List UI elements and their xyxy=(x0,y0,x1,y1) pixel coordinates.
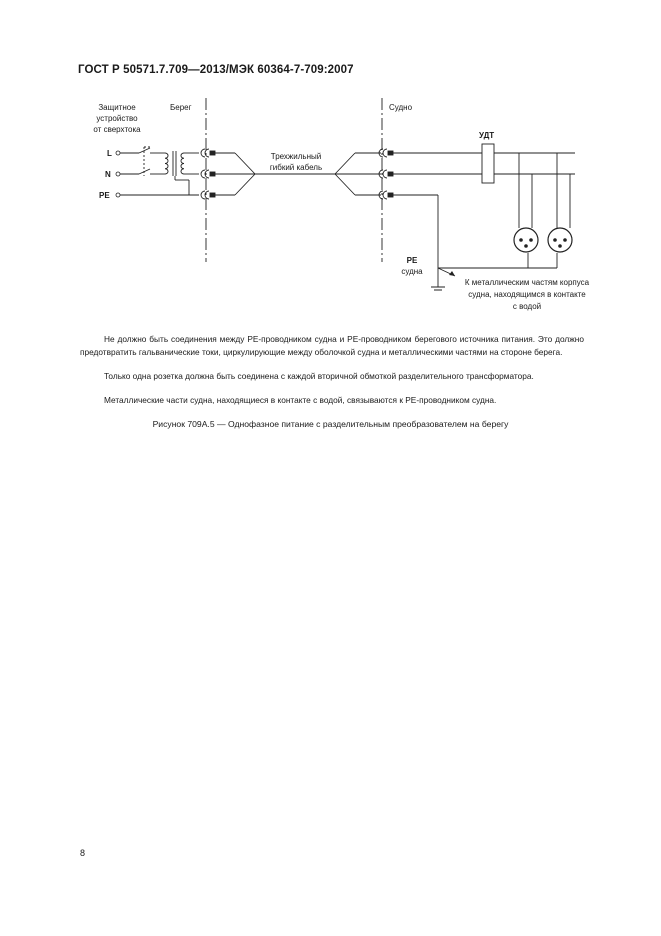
socket-wiring xyxy=(438,153,570,268)
page-number: 8 xyxy=(80,848,86,858)
shore-label: Берег xyxy=(170,103,192,112)
ground-icon xyxy=(431,287,445,290)
cable-label-2: гибкий кабель xyxy=(269,163,323,172)
metal-parts-note-3: с водой xyxy=(512,302,542,311)
cable-label-1: Трехжильный xyxy=(270,152,322,161)
shore-plug-connectors xyxy=(201,149,215,199)
paragraph-1: Не должно быть соединения между PE-проводником судна и PE-проводником берегового источника питания. Это должно предотвратить гальванические токи, циркулирующие между оболочкой судна и металлическими частями на стороне берега. xyxy=(80,334,584,357)
paragraph-3: Металлические части судна, находящиеся в контакте с водой, связываются к PE-проводником судна. xyxy=(104,395,497,405)
pe-ship-label-2: судна xyxy=(401,267,423,276)
socket-outlet-1 xyxy=(514,228,538,252)
isolating-transformer xyxy=(120,151,199,195)
metal-parts-note-2: судна, находящимся в контакте xyxy=(468,290,586,299)
rcd-label: УДТ xyxy=(479,131,495,140)
terminal-N xyxy=(116,172,120,176)
terminal-PE xyxy=(116,193,120,197)
terminal-L-label: L xyxy=(107,149,112,158)
socket-outlet-2 xyxy=(548,228,572,252)
terminal-PE-label: PE xyxy=(99,191,110,200)
terminal-N-label: N xyxy=(105,170,111,179)
figure-caption: Рисунок 709А.5 — Однофазное питание с разделительным преобразователем на берегу xyxy=(152,419,509,429)
protective-device-label-3: от сверхтока xyxy=(93,125,141,134)
document-header: ГОСТ Р 50571.7.709—2013/МЭК 60364-7-709:2007 xyxy=(78,64,354,76)
ship-label: Судно xyxy=(389,103,413,112)
wiring-diagram xyxy=(0,0,661,330)
ship-plug-connectors xyxy=(379,149,393,199)
terminal-L xyxy=(116,151,120,155)
protective-device-label-2: устройство xyxy=(96,114,138,123)
metal-parts-note-1: К металлическим частям корпуса xyxy=(464,278,590,287)
rcd-box xyxy=(482,144,494,183)
protective-device-label-1: Защитное xyxy=(98,103,136,112)
paragraph-2: Только одна розетка должна быть соединена с каждой вторичной обмоткой разделительного трансформатора. xyxy=(104,371,534,381)
overcurrent-switch xyxy=(120,147,158,176)
pe-ship-label-1: PE xyxy=(406,256,418,265)
